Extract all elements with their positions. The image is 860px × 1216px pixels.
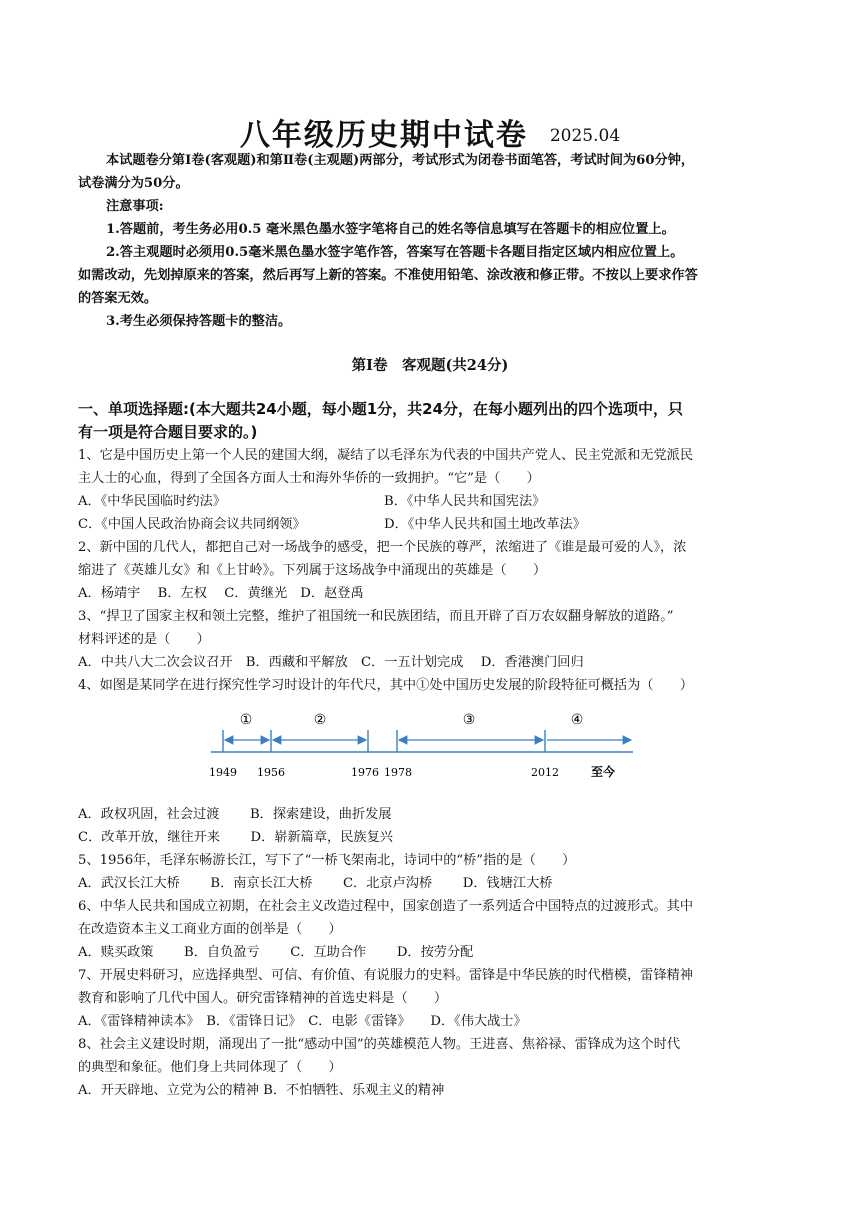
q4-options-ab[interactable]: A．政权巩固，社会过渡 B．探索建设，曲折发展: [78, 807, 392, 822]
exam-date: 2025.04: [549, 126, 621, 146]
notice-2c: 的答案无效。: [78, 291, 158, 306]
q7-options[interactable]: A．《雷锋精神读本》 B．《雷锋日记》 C．电影《雷锋》 D．《伟大战士》: [78, 1014, 527, 1029]
q1-options-ab: [78, 490, 786, 513]
notice-2b: 如需改动，先划掉原来的答案，然后再写上新的答案。不准使用铅笔、涂改液和修正带。不按以上要求作答: [78, 268, 698, 283]
q2-stem-1: 2、新中国的几代人，都把自己对一场战争的感受，把一个民族的尊严，浓缩进了《谁是最可爱的人》，浓: [78, 540, 687, 555]
period-label-4: ④: [570, 712, 584, 728]
notice-title: 注意事项:: [106, 199, 164, 214]
q3-options[interactable]: A．中共八大二次会议召开 B．西藏和平解放 C．一五计划完成 D．香港澳门回归: [78, 655, 584, 670]
year-2012: 2012: [531, 766, 559, 779]
part1-heading-2: 有一项是符合题目要求的。): [78, 423, 258, 441]
q1-stem-1: 1、它是中国历史上第一个人民的建国大纲，凝结了以毛泽东为代表的中国共产党人、民主党派和无党派民: [78, 448, 694, 463]
year-now: 至今: [590, 765, 616, 779]
q5-options[interactable]: A．武汉长江大桥 B．南京长江大桥 C．北京卢沟桥 D．钱塘江大桥: [78, 876, 553, 891]
timeline-figure: [205, 706, 645, 786]
q8-stem-1: 8、社会主义建设时期，涌现出了一批“感动中国”的英雄模范人物。王进喜、焦裕禄、雷锋成为这个时代: [78, 1037, 681, 1052]
q4-options-cd[interactable]: C．改革开放，继往开来 D．崭新篇章，民族复兴: [78, 830, 393, 845]
q5-stem-1: 5、1956年，毛泽东畅游长江，写下了“一桥飞架南北，诗词中的“桥”指的是（ ）: [78, 853, 576, 868]
q7-stem-2: 教育和影响了几代中国人。研究雷锋精神的首选史料是（ ）: [78, 991, 448, 1006]
q3-stem-2: 材料评述的是（ ）: [78, 632, 210, 647]
q8-options[interactable]: A．开天辟地、立党为公的精神 B．不怕牺牲、乐观主义的精神: [78, 1083, 445, 1098]
timeline-svg: [205, 706, 645, 786]
q1-option-d[interactable]: D．《中华人民共和国土地改革法》: [384, 517, 586, 532]
period-label-2: ②: [313, 712, 327, 728]
period-label-3: ③: [462, 712, 476, 728]
q2-stem-2: 缩进了《英雄儿女》和《上甘岭》。下列属于这场战争中涌现出的英雄是（ ）: [78, 563, 547, 578]
q1-option-c[interactable]: C．《中国人民政治协商会议共同纲领》: [78, 517, 306, 532]
q6-stem-1: 6、中华人民共和国成立初期，在社会主义改造过程中，国家创造了一系列适合中国特点的过渡形式。其中: [78, 899, 694, 914]
period-label-1: ①: [239, 712, 253, 728]
notice-1: 1.答题前，考生务必用0.5 毫米黑色墨水签字笔将自己的姓名等信息填写在答题卡的相应位置上。: [106, 222, 675, 237]
q1-options-cd: [78, 513, 786, 536]
header: [0, 110, 860, 154]
intro-line-1: 本试题卷分第Ⅰ卷(客观题)和第Ⅱ卷(主观题)两部分，考试形式为闭卷书面笔答，考试时间为60分钟，: [106, 153, 695, 168]
notice-3: 3.考生必须保持答题卡的整洁。: [106, 314, 292, 329]
q8-stem-2: 的典型和象征。他们身上共同体现了（ ）: [78, 1060, 342, 1075]
q1-option-a[interactable]: A．《中华民国临时约法》: [78, 494, 226, 509]
part1-heading-1: 一、单项选择题:(本大题共24小题，每小题1分，共24分，在每小题列出的四个选项中，只: [78, 400, 684, 418]
page-title: 八年级历史期中试卷: [239, 118, 528, 153]
year-1949: 1949: [209, 766, 237, 779]
year-1978: 1978: [384, 766, 412, 779]
intro-line-2: 试卷满分为50分。: [78, 176, 189, 191]
year-1956: 1956: [257, 766, 285, 779]
q2-options[interactable]: A．杨靖宇 B．左权 C．黄继光 D．赵登禹: [78, 586, 364, 601]
q1-option-b[interactable]: B．《中华人民共和国宪法》: [384, 494, 546, 509]
q3-stem-1: 3、“捍卫了国家主权和领土完整，维护了祖国统一和民族团结，而且开辟了百万农奴翻身解放的道路。”: [78, 609, 674, 624]
notice-2a: 2.答主观题时必须用0.5毫米黑色墨水签字笔作答，答案写在答题卡各题目指定区域内相应位置上。: [106, 245, 684, 260]
year-1976: 1976: [351, 766, 379, 779]
q7-stem-1: 7、开展史料研习，应选择典型、可信、有价值、有说服力的史料。雷锋是中华民族的时代楷模，雷锋精神: [78, 968, 694, 983]
q4-stem-1: 4、如图是某同学在进行探究性学习时设计的年代尺，其中①处中国历史发展的阶段特征可概括为（ ）: [78, 678, 694, 693]
q6-options[interactable]: A．赎买政策 B．自负盈亏 C．互助合作 D．按劳分配: [78, 945, 474, 960]
section-title: 第Ⅰ卷 客观题(共24分): [351, 357, 509, 374]
q1-stem-2: 主人士的心血，得到了全国各方面人士和海外华侨的一致拥护。“它”是（ ）: [78, 471, 540, 486]
q6-stem-2: 在改造资本主义工商业方面的创举是（ ）: [78, 922, 342, 937]
